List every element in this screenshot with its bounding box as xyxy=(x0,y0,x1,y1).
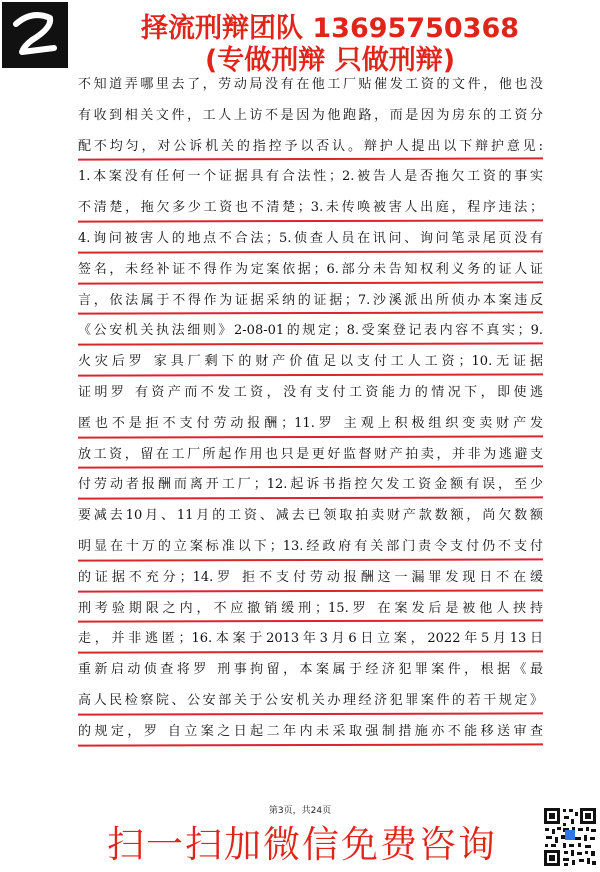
document-line-text: 证明罗 有资产而不发工资，没有支付工资能力的情况下，即使逃 xyxy=(78,384,543,400)
document-line-text: 的规定，罗 自立案之日起二年内未采取强制措施亦不能移送审查 xyxy=(78,723,543,739)
document-line-text: 走，并非逃匿；16.本案于2013年3月6日立案，2022年5月13日 xyxy=(78,631,543,647)
document-line xyxy=(78,624,543,655)
document-line xyxy=(78,162,543,193)
document-line xyxy=(78,70,543,101)
document-line xyxy=(78,378,543,409)
document-line-text: 言，依法属于不得作为证据采纳的证据；7.沙溪派出所侦办本案违反 xyxy=(78,292,543,308)
document-body xyxy=(78,70,543,748)
document-line-text: 签名，未经补证不得作为定案依据；6.部分未告知权利义务的证人证 xyxy=(78,261,543,277)
document-line xyxy=(78,224,543,255)
document-line-text: 匿也不是拒不支付劳动报酬；11.罗 主观上积极组织变卖财产发 xyxy=(78,415,543,431)
document-line xyxy=(78,101,543,132)
document-line xyxy=(78,255,543,286)
header-title-line1: 择流刑辩团队 13695750368 xyxy=(140,13,520,44)
document-line xyxy=(78,470,543,501)
document-line xyxy=(78,409,543,440)
document-line xyxy=(78,532,543,563)
document-line-text: 不清楚，拖欠多少工资也不清楚；3.未传唤被害人出庭，程序违法； xyxy=(78,200,543,216)
document-line xyxy=(78,440,543,471)
document-line xyxy=(78,594,543,625)
header-title-line2: (专做刑辩 只做刑辩) xyxy=(204,45,456,76)
document-line-text: 放工资，留在工厂所起作用也只是更好监督财产拍卖，并非为逃避支 xyxy=(78,446,543,462)
wechat-cta: 扫一扫加微信免费咨询 xyxy=(107,823,497,866)
document-line-text: 有收到相关文件，工人上访不是因为他跑路，而是因为房东的工资分 xyxy=(78,107,543,123)
document-line-text: 付劳动者报酬而离开工厂；12.起诉书指控欠发工资金额有误，至少 xyxy=(78,477,543,493)
document-line-text: 《公安机关执法细则》2-08-01的规定；8.受案登记表内容不真实；9. xyxy=(78,323,543,339)
document-line xyxy=(78,686,543,717)
qr-code-icon[interactable] xyxy=(542,806,598,868)
document-line xyxy=(78,316,543,347)
document-line xyxy=(78,347,543,378)
document-line xyxy=(78,501,543,532)
document-line xyxy=(78,132,543,163)
brand-logo xyxy=(2,2,68,68)
document-line-text: 明显在十万的立案标准以下；13.经政府有关部门责令支付仍不支付 xyxy=(78,538,543,554)
document-line-text: 1.本案没有任何一个证据具有合法性；2.被告人是否拖欠工资的事实 xyxy=(78,169,543,185)
document-line xyxy=(78,286,543,317)
document-line xyxy=(78,655,543,686)
document-line-text: 4.询问被害人的地点不合法；5.侦查人员在讯问、询问笔录尾页没有 xyxy=(78,230,543,246)
document-line-text: 重新启动侦查将罗 刑事拘留，本案属于经济犯罪案件，根据《最 xyxy=(78,662,543,678)
page-number: 第3页，共24页 xyxy=(268,806,332,816)
document-line-text: 配不均匀，对公诉机关的指控予以否认。辩护人提出以下辩护意见: xyxy=(78,138,543,154)
document-line-text: 高人民检察院、公安部关于公安机关办理经济犯罪案件的若干规定》 xyxy=(78,692,543,708)
document-line xyxy=(78,717,543,748)
document-line-text: 刑考验期限之内，不应撤销缓刑；15.罗 在案发后是被他人挟持 xyxy=(78,600,543,616)
document-line-text: 的证据不充分；14.罗 拒不支付劳动报酬这一漏罪发现日不在缓 xyxy=(78,569,543,585)
document-line-text: 不知道弄哪里去了，劳动局没有在他工厂贴催发工资的文件，他也没 xyxy=(78,77,543,92)
document-line-text: 要减去10月、11月的工资、减去已领取拍卖财产款数额，尚欠数额 xyxy=(78,508,543,524)
document-line-text: 火灾后罗 家具厂剩下的财产价值足以支付工人工资；10.无证据 xyxy=(78,354,543,370)
document-line xyxy=(78,563,543,594)
document-line xyxy=(78,193,543,224)
